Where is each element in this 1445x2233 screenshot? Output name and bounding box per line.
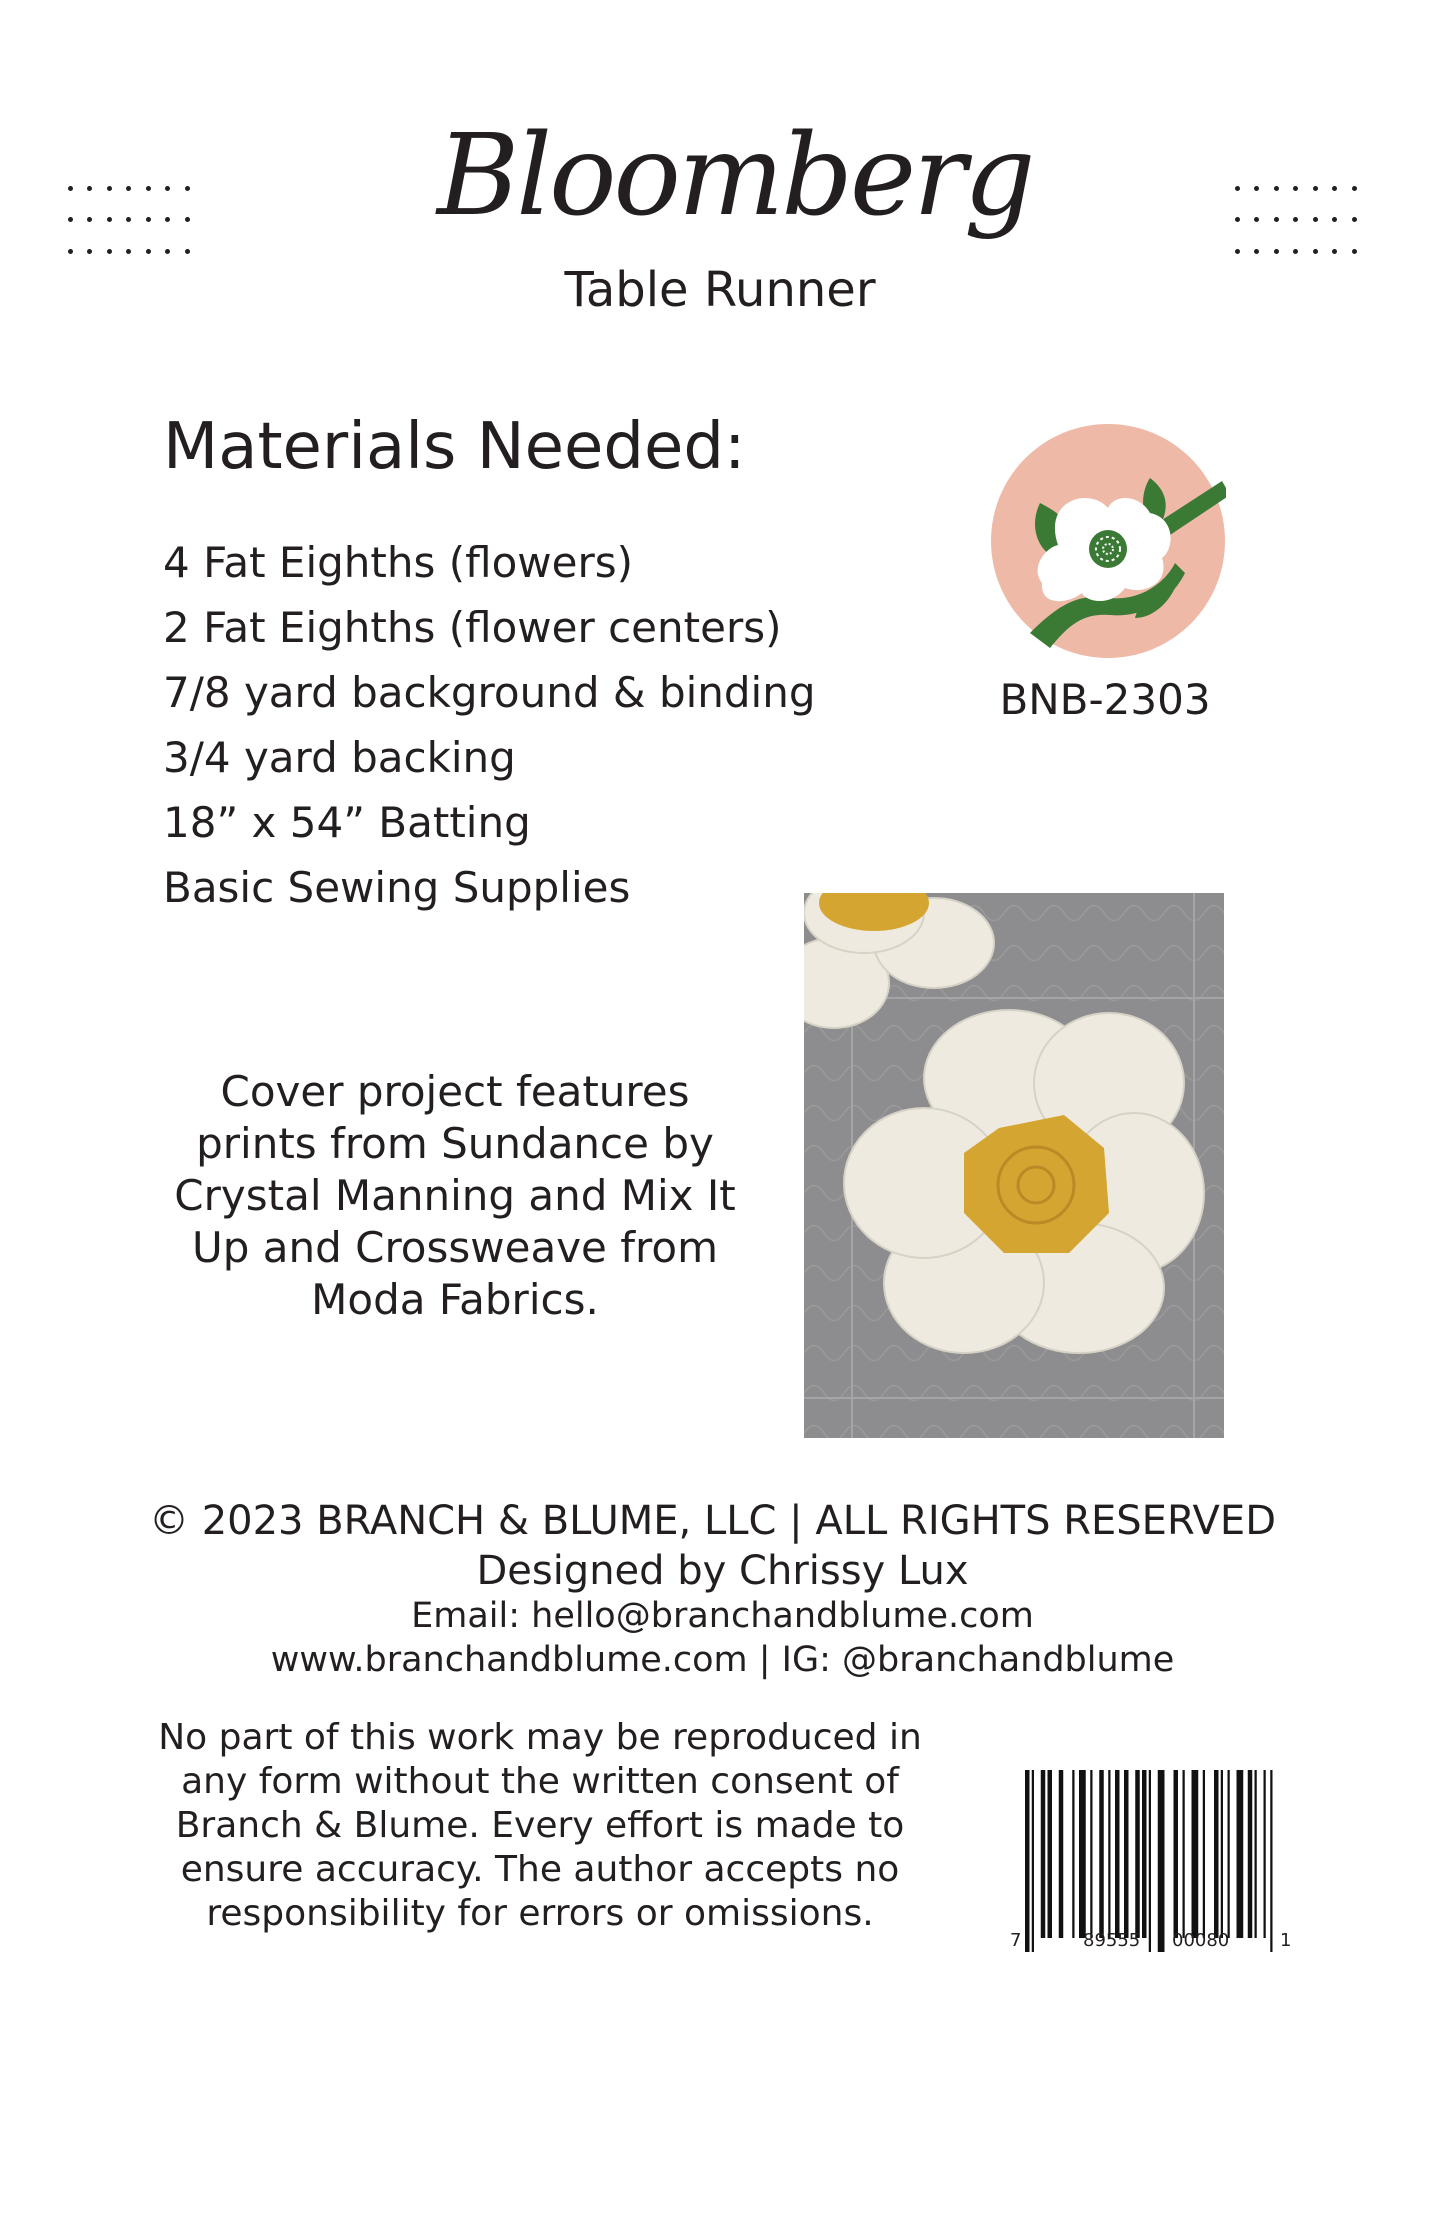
dot bbox=[107, 217, 112, 222]
material-item: Basic Sewing Supplies bbox=[163, 863, 631, 912]
dot bbox=[1352, 186, 1357, 191]
copyright-disclaimer bbox=[140, 1716, 940, 1936]
dot bbox=[107, 249, 112, 254]
cover-line: Moda Fabrics. bbox=[311, 1275, 599, 1324]
material-item: 3/4 yard backing bbox=[163, 733, 516, 782]
contact-email[interactable]: Email: hello@branchandblume.com bbox=[411, 1596, 1034, 1636]
dot bbox=[1313, 249, 1318, 254]
dot bbox=[165, 186, 170, 191]
barcode-bar bbox=[1149, 1770, 1151, 1952]
dot bbox=[1293, 186, 1298, 191]
dot bbox=[1352, 249, 1357, 254]
dot bbox=[126, 186, 131, 191]
dot bbox=[1274, 249, 1279, 254]
disclaimer-line: ensure accuracy. The author accepts no bbox=[180, 1849, 900, 1890]
barcode-digits-right: 00080 bbox=[1172, 1930, 1230, 1951]
dot bbox=[87, 217, 92, 222]
materials-list bbox=[163, 530, 816, 920]
website-and-instagram[interactable]: www.branchandblume.com | IG: @branchandblume bbox=[270, 1640, 1175, 1680]
designer-credit: Designed by Chrissy Lux bbox=[476, 1548, 969, 1594]
dot bbox=[68, 249, 73, 254]
dot bbox=[185, 217, 190, 222]
dot bbox=[1293, 249, 1298, 254]
barcode-bar bbox=[1099, 1770, 1104, 1938]
barcode-bar bbox=[1264, 1770, 1266, 1938]
barcode-bar bbox=[1032, 1770, 1034, 1952]
dot bbox=[87, 249, 92, 254]
barcode-bar bbox=[1183, 1770, 1185, 1938]
dot bbox=[1332, 217, 1337, 222]
barcode-bar bbox=[1248, 1770, 1253, 1938]
dot bbox=[1313, 186, 1318, 191]
dot bbox=[68, 186, 73, 191]
barcode-digits-left: 89555 bbox=[1083, 1930, 1141, 1951]
cover-line: prints from Sundance by bbox=[196, 1119, 714, 1168]
dot bbox=[1254, 217, 1259, 222]
material-item: 18” x 54” Batting bbox=[163, 798, 531, 847]
brand-flower-logo bbox=[990, 423, 1226, 659]
pattern-subtitle: Table Runner bbox=[564, 262, 876, 318]
cover-line: Up and Crossweave from bbox=[192, 1223, 718, 1272]
dot bbox=[1254, 186, 1259, 191]
dot bbox=[1235, 217, 1240, 222]
barcode bbox=[1025, 1770, 1285, 1955]
dot bbox=[1254, 249, 1259, 254]
dot bbox=[185, 249, 190, 254]
barcode-bar bbox=[1158, 1770, 1165, 1952]
dot bbox=[107, 186, 112, 191]
barcode-bar bbox=[1079, 1770, 1086, 1938]
barcode-bar bbox=[1221, 1770, 1223, 1938]
barcode-bar bbox=[1090, 1770, 1092, 1938]
material-item: 2 Fat Eighths (flower centers) bbox=[163, 603, 782, 652]
barcode-bar bbox=[1192, 1770, 1199, 1938]
disclaimer-line: any form without the written consent of bbox=[181, 1761, 899, 1802]
decorative-dots-left bbox=[68, 186, 204, 254]
dot bbox=[165, 249, 170, 254]
dot bbox=[1352, 217, 1357, 222]
barcode-bar bbox=[1025, 1770, 1030, 1952]
disclaimer-line: Branch & Blume. Every effort is made to bbox=[175, 1805, 905, 1846]
barcode-bar bbox=[1072, 1770, 1074, 1938]
barcode-bar bbox=[1108, 1770, 1110, 1938]
barcode-bar bbox=[1270, 1770, 1272, 1952]
barcode-bar bbox=[1237, 1770, 1244, 1938]
barcode-digit-first: 7 bbox=[1010, 1930, 1022, 1951]
dot bbox=[1293, 217, 1298, 222]
dot bbox=[1235, 186, 1240, 191]
dot bbox=[146, 249, 151, 254]
barcode-bar bbox=[1048, 1770, 1053, 1938]
dot bbox=[165, 217, 170, 222]
barcode-bar bbox=[1059, 1770, 1064, 1938]
dot bbox=[185, 186, 190, 191]
barcode-bar bbox=[1124, 1770, 1129, 1938]
disclaimer-line: responsibility for errors or omissions. bbox=[206, 1893, 874, 1934]
pattern-code: BNB-2303 bbox=[999, 675, 1211, 724]
dot bbox=[146, 186, 151, 191]
barcode-bar bbox=[1142, 1770, 1147, 1938]
pattern-title: Bloomberg bbox=[437, 111, 1033, 241]
quilt-photo bbox=[804, 893, 1238, 1438]
barcode-bar bbox=[1041, 1770, 1046, 1938]
cover-line: Cover project features bbox=[220, 1067, 690, 1116]
barcode-bar bbox=[1214, 1770, 1219, 1938]
barcode-bar bbox=[1135, 1770, 1140, 1938]
decorative-dots-right bbox=[1235, 186, 1371, 254]
cover-line: Crystal Manning and Mix It bbox=[174, 1171, 736, 1220]
copyright: © 2023 BRANCH & BLUME, LLC | ALL RIGHTS RESERVED bbox=[148, 1498, 1276, 1544]
dot bbox=[126, 249, 131, 254]
material-item: 7/8 yard background & binding bbox=[163, 668, 816, 717]
dot bbox=[1313, 217, 1318, 222]
dot bbox=[146, 217, 151, 222]
dot bbox=[1274, 217, 1279, 222]
barcode-digit-last: 1 bbox=[1280, 1930, 1292, 1951]
material-item: 4 Fat Eighths (flowers) bbox=[163, 538, 633, 587]
cover-project-note bbox=[150, 1066, 760, 1326]
dot bbox=[1235, 249, 1240, 254]
dot bbox=[87, 186, 92, 191]
dot bbox=[1332, 249, 1337, 254]
disclaimer-line: No part of this work may be reproduced in bbox=[158, 1717, 922, 1758]
barcode-bar bbox=[1228, 1770, 1230, 1938]
dot bbox=[68, 217, 73, 222]
barcode-bar bbox=[1203, 1770, 1205, 1938]
materials-heading: Materials Needed: bbox=[163, 410, 746, 484]
barcode-bar bbox=[1115, 1770, 1120, 1938]
dot bbox=[1332, 186, 1337, 191]
barcode-bar bbox=[1255, 1770, 1257, 1938]
barcode-bar bbox=[1174, 1770, 1179, 1938]
dot bbox=[126, 217, 131, 222]
dot bbox=[1274, 186, 1279, 191]
